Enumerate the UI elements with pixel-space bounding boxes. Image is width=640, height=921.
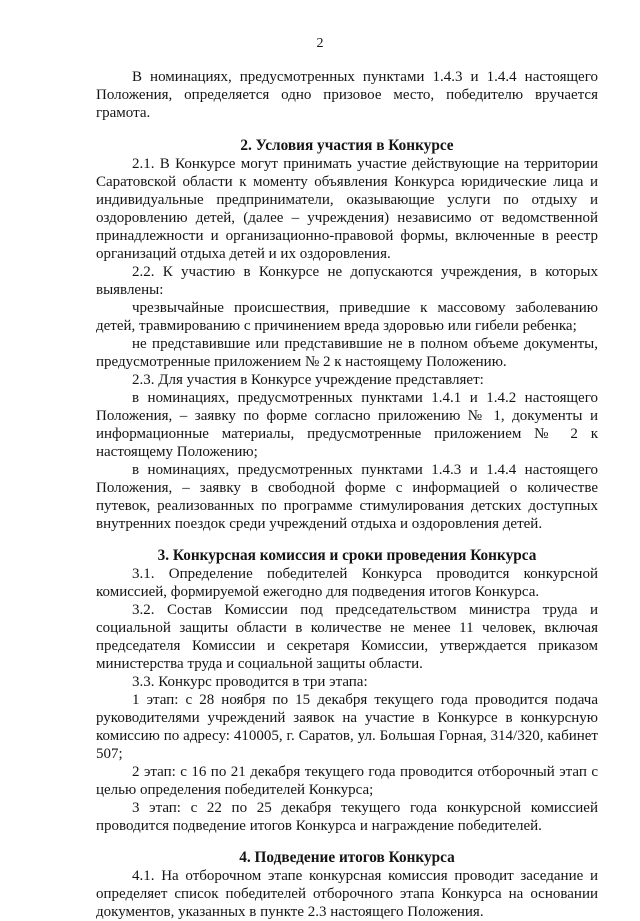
section-3-title: 3. Конкурсная комиссия и сроки проведения Конкурса [157,547,537,564]
section-2 [96,136,598,533]
clause-4-1: 4.1. На отборочном этапе конкурсная комиссия проводит заседание и определяет список победителей отборочного этапа Конкурса на основании документов, указанных в пункте 2.3 настоящего Положения. [96,868,598,920]
clause-3-3-stage-3: 3 этап: с 22 по 25 декабря текущего года конкурсной комиссией проводится подведение итогов Конкурса и награждение победителей. [96,800,598,834]
clause-3-3-stage-1: 1 этап: с 28 ноября по 15 декабря текущего года проводится подача руководителями учреждений заявок на участие в Конкурсе в конкурсную комиссию по адресу: 410005, г. Саратов, ул. Большая Горная, 314/320, кабинет 507; [96,692,598,762]
section-4 [96,848,598,921]
clause-2-2-item-1: чрезвычайные происшествия, приведшие к массовому заболеванию детей, травмированию с причинением вреда здоровью или гибели ребенка; [96,300,598,334]
document-body [96,68,598,921]
page-number: 2 [316,36,324,51]
clause-3-2: 3.2. Состав Комиссии под председательством министра труда и социальной защиты области в количестве не менее 11 человек, включая председателя Комиссии и секретаря Комиссии, утверждается приказом министерства труда и социальной защиты области. [96,602,598,672]
section-3 [96,546,598,835]
clause-2-1: 2.1. В Конкурсе могут принимать участие действующие на территории Саратовской области к моменту объявления Конкурса юридические лица и индивидуальные предприниматели, оказывающие услуги по отдыху и оздоровлению детей, (далее – учреждения) независимо от ведомственной принадлежности и организационно-правовой формы, включенные в реестр организаций отдыха детей и их оздоровления. [96,156,598,262]
clause-3-3-stage-2: 2 этап: с 16 по 21 декабря текущего года проводится отборочный этап с целью определения победителей Конкурса; [96,764,598,798]
clause-2-3: 2.3. Для участия в Конкурсе учреждение представляет: [132,372,484,388]
clause-2-3-item-1: в номинациях, предусмотренных пунктами 1.4.1 и 1.4.2 настоящего Положения, – заявку по форме согласно приложению № 1, документы и информационные материалы, предусмотренные приложением № 2 к настоящему Положению; [96,390,598,460]
section-2-title: 2. Условия участия в Конкурсе [240,137,454,154]
intro-paragraph: В номинациях, предусмотренных пунктами 1.4.3 и 1.4.4 настоящего Положения, определяется одно призовое место, победителю вручается грамота. [96,69,598,121]
clause-2-2-item-2: не представившие или представившие не в полном объеме документы, предусмотренные приложением № 2 к настоящему Положению. [96,336,598,370]
section-4-title: 4. Подведение итогов Конкурса [239,849,455,866]
clause-2-3-item-2: в номинациях, предусмотренных пунктами 1.4.3 и 1.4.4 настоящего Положения, – заявку в свободной форме с информацией о количестве путевок, реализованных по программе стимулирования детских доступных внутренних поездок среди учреждений отдыха и оздоровления детей. [96,462,598,532]
clause-3-1: 3.1. Определение победителей Конкурса проводится конкурсной комиссией, формируемой ежегодно для подведения итогов Конкурса. [96,566,598,600]
clause-3-3: 3.3. Конкурс проводится в три этапа: [132,674,368,690]
clause-2-2: 2.2. К участию в Конкурсе не допускаются учреждения, в которых выявлены: [96,264,598,298]
